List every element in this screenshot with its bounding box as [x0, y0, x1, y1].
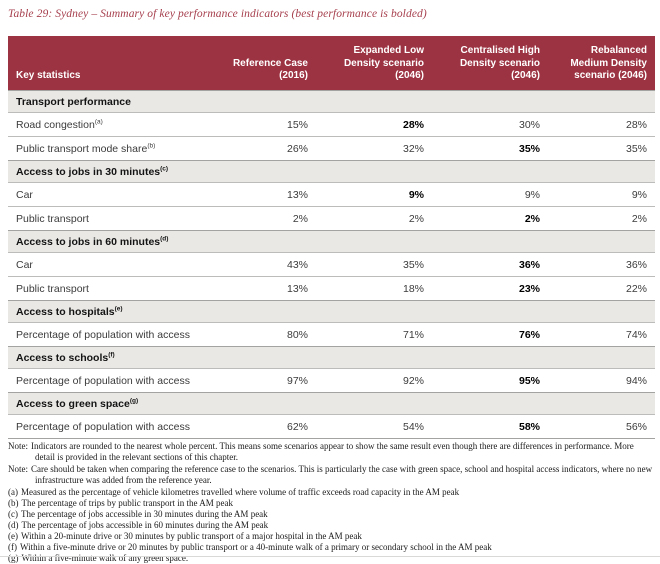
section-heading: Access to jobs in 30 minutes$^{(c)}$ — [8, 160, 655, 182]
row-label: Percentage of population with access — [8, 414, 208, 438]
value-cell-best: 95% — [432, 368, 548, 392]
table-header-row — [8, 36, 655, 90]
value-cell: 32% — [316, 136, 432, 160]
table-body — [8, 90, 655, 438]
value-cell: 9% — [432, 182, 548, 206]
value-cell: 94% — [548, 368, 655, 392]
table-row — [8, 136, 655, 160]
footnote-marker: (c) — [160, 165, 169, 172]
row-label: Road congestion$^{(a)}$ — [8, 112, 208, 136]
row-label: Percentage of population with access — [8, 368, 208, 392]
footnote-line: (g) Within a five-minute walk of any green space. — [8, 553, 189, 563]
value-cell-best: 28% — [316, 112, 432, 136]
row-label: Public transport — [8, 206, 208, 230]
footnote-line: (c) The percentage of jobs accessible in 30 minutes during the AM peak — [8, 509, 268, 519]
section-row — [8, 346, 655, 368]
footnote-letter: (f) — [8, 542, 17, 552]
footnote-line: (e) Within a 20-minute drive or 30 minutes by public transport of a major hospital in the AM peak — [8, 531, 362, 541]
table-row — [8, 322, 655, 346]
value-cell: 26% — [208, 136, 316, 160]
col-header-rebalanced-medium-density: Rebalanced Medium Density scenario (2046) — [548, 36, 655, 90]
note-prefix: Note: — [8, 441, 28, 451]
row-label: Public transport mode share$^{(b)}$ — [8, 136, 208, 160]
value-cell: 71% — [316, 322, 432, 346]
section-heading: Access to hospitals$^{(e)}$ — [8, 300, 655, 322]
section-row — [8, 230, 655, 252]
footnote-line: (d) The percentage of jobs accessible in 60 minutes during the AM peak — [8, 520, 269, 530]
value-cell: 9% — [548, 182, 655, 206]
table-row — [8, 252, 655, 276]
value-cell-best: 35% — [432, 136, 548, 160]
row-label: Car — [8, 252, 208, 276]
value-cell: 97% — [208, 368, 316, 392]
value-cell: 35% — [316, 252, 432, 276]
value-cell: 28% — [548, 112, 655, 136]
footnote-marker: (d) — [160, 235, 169, 242]
value-cell-best: 58% — [432, 414, 548, 438]
value-cell: 13% — [208, 276, 316, 300]
value-cell: 18% — [316, 276, 432, 300]
footnote-letter: (e) — [8, 531, 18, 541]
value-cell-best: 23% — [432, 276, 548, 300]
footnote-marker: (e) — [114, 305, 123, 312]
note-prefix: Note: — [8, 464, 28, 474]
col-header-centralised-high-density: Centralised High Density scenario (2046) — [432, 36, 548, 90]
value-cell: 22% — [548, 276, 655, 300]
value-cell: 80% — [208, 322, 316, 346]
footnote-marker: (f) — [108, 351, 115, 358]
section-row — [8, 160, 655, 182]
value-cell: 36% — [548, 252, 655, 276]
section-heading: Access to schools$^{(f)}$ — [8, 346, 655, 368]
value-cell: 43% — [208, 252, 316, 276]
note-line: Note: Care should be taken when comparing the reference case to the scenarios. This is particularly the case with green space, school and hospital access indicators, where no new infrastructure was added from the reference year. — [8, 464, 653, 485]
col-header-key-statistics: Key statistics — [8, 36, 208, 90]
value-cell-best: 76% — [432, 322, 548, 346]
value-cell-best: 9% — [316, 182, 432, 206]
row-label: Public transport — [8, 276, 208, 300]
value-cell: 13% — [208, 182, 316, 206]
value-cell: 15% — [208, 112, 316, 136]
footnote-line: (b) The percentage of trips by public transport in the AM peak — [8, 498, 233, 508]
footnote-marker: (a) — [94, 118, 103, 125]
footnote-letter: (c) — [8, 509, 18, 519]
value-cell: 56% — [548, 414, 655, 438]
section-row — [8, 90, 655, 112]
table-row — [8, 182, 655, 206]
value-cell: 2% — [208, 206, 316, 230]
note-line: Note: Indicators are rounded to the nearest whole percent. This means some scenarios appear to show the same result even though there are differences in performance. More detail is provided in the relevant sections of this chapter. — [8, 441, 634, 462]
section-row — [8, 392, 655, 414]
table-row — [8, 206, 655, 230]
footnote-letter: (g) — [8, 553, 19, 563]
value-cell: 2% — [548, 206, 655, 230]
footnote-letter: (b) — [8, 498, 19, 508]
col-header-reference-case: Reference Case (2016) — [208, 36, 316, 90]
notes — [8, 441, 655, 564]
table-row — [8, 112, 655, 136]
footnote-line: (a) Measured as the percentage of vehicle kilometres travelled where volume of traffic exceeds road capacity in the AM peak — [8, 487, 460, 497]
section-heading: Access to green space$^{(g)}$ — [8, 392, 655, 414]
value-cell: 35% — [548, 136, 655, 160]
value-cell: 62% — [208, 414, 316, 438]
footnote-letter: (a) — [8, 487, 18, 497]
footnote-letter: (d) — [8, 520, 19, 530]
value-cell: 30% — [432, 112, 548, 136]
row-label: Car — [8, 182, 208, 206]
section-heading: Access to jobs in 60 minutes$^{(d)}$ — [8, 230, 655, 252]
page-divider — [0, 556, 660, 557]
table-row — [8, 276, 655, 300]
value-cell-best: 36% — [432, 252, 548, 276]
footnote-marker: (b) — [147, 142, 156, 149]
row-label: Percentage of population with access — [8, 322, 208, 346]
section-heading: Transport performance — [8, 90, 655, 112]
kpi-table — [8, 36, 655, 439]
table-row — [8, 414, 655, 438]
value-cell-best: 2% — [432, 206, 548, 230]
section-row — [8, 300, 655, 322]
table-title: Table 29: Sydney – Summary of key performance indicators (best performance is bolded) — [8, 8, 427, 20]
value-cell: 54% — [316, 414, 432, 438]
value-cell: 74% — [548, 322, 655, 346]
table-row — [8, 368, 655, 392]
value-cell: 92% — [316, 368, 432, 392]
footnote-marker: (g) — [129, 397, 139, 404]
value-cell: 2% — [316, 206, 432, 230]
col-header-expanded-low-density: Expanded Low Density scenario (2046) — [316, 36, 432, 90]
footnote-line: (f) Within a five-minute drive or 20 minutes by public transport or a 40-minute walk of a primary or secondary school in the AM peak — [8, 542, 492, 552]
